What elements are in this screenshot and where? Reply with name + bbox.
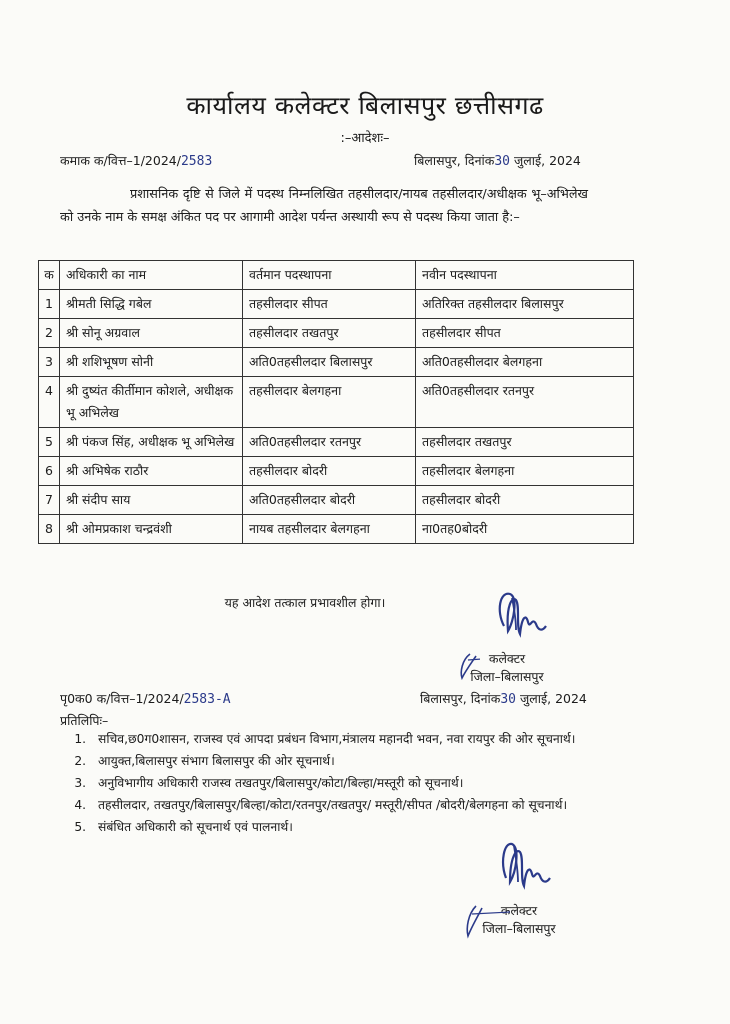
copy-list-item: 1. सचिव,छ0ग0शासन, राजस्व एवं आपदा प्रबंधन विभाग,मंत्रालय महानदी भवन, नवा रायपुर की ओर सूचनार्थ। [90, 728, 650, 750]
table-row [39, 319, 634, 348]
header-new: नवीन पदस्थापना [416, 261, 634, 290]
cell-new-posting: ना0तह0बोदरी [416, 515, 634, 544]
effect-text: यह आदेश तत्काल प्रभावशील होगा। [224, 595, 386, 610]
endorsement-place-date [420, 690, 587, 707]
cell-sno: 7 [39, 486, 60, 515]
signatory-2-designation: कलेक्टर [500, 903, 538, 918]
table-row [39, 515, 634, 544]
office-title: कार्यालय कलेक्टर बिलासपुर छत्तीसगढ [186, 91, 544, 120]
order-reference [60, 152, 212, 169]
order-place-date [414, 152, 581, 169]
cell-officer-name: श्री शशिभूषण सोनी [60, 348, 243, 377]
cell-officer-name: श्री दुष्यंत कीर्तीमान कोशले, अधीक्षक भू अभिलेख [60, 377, 243, 428]
endorsement-day: 30 [500, 692, 517, 707]
cell-new-posting: तहसीलदार बेलगहना [416, 457, 634, 486]
cell-sno: 1 [39, 290, 60, 319]
signatory-2-district: जिला–बिलासपुर [482, 921, 556, 936]
table-row [39, 457, 634, 486]
table-row [39, 428, 634, 457]
cell-officer-name: श्री सोनू अग्रवाल [60, 319, 243, 348]
cell-sno: 5 [39, 428, 60, 457]
cell-new-posting: अति0तहसीलदार रतनपुर [416, 377, 634, 428]
cell-current-posting: अति0तहसीलदार बिलासपुर [243, 348, 416, 377]
signatory-1-designation: कलेक्टर [488, 651, 526, 666]
order-heading: :–आदेशः– [340, 131, 390, 146]
order-ref-prefix: कमाक क/वित्त–1/2024/ [60, 153, 181, 168]
cell-sno: 4 [39, 377, 60, 428]
cell-sno: 2 [39, 319, 60, 348]
endorsement-ref-prefix: पृ0क0 क/वित्त–1/2024/ [60, 691, 184, 706]
signature-2-icon [492, 836, 562, 906]
signatory-1-district: जिला–बिलासपुर [470, 669, 544, 684]
posting-table [38, 260, 634, 544]
initial-mark-2-icon [462, 904, 512, 940]
endorsement-ref-number: 2583-A [183, 692, 231, 707]
endorsement-place-date-prefix: बिलासपुर, दिनांक [420, 691, 501, 706]
cell-officer-name: श्री पंकज सिंह, अधीक्षक भू अभिलेख [60, 428, 243, 457]
cell-officer-name: श्रीमती सिद्धि गबेल [60, 290, 243, 319]
cell-new-posting: तहसीलदार तखतपुर [416, 428, 634, 457]
table-row [39, 377, 634, 428]
cell-sno: 6 [39, 457, 60, 486]
table-header-row [39, 261, 634, 290]
cell-officer-name: श्री संदीप साय [60, 486, 243, 515]
table-row [39, 486, 634, 515]
cell-current-posting: तहसीलदार बोदरी [243, 457, 416, 486]
initial-mark-1-icon [456, 652, 480, 682]
endorsement-reference [60, 690, 231, 707]
intro-text: प्रशासनिक दृष्टि से जिले में पदस्थ निम्नलिखित तहसीलदार/नायब तहसीलदार/अधीक्षक भू–अभिलेख को उनके नाम के समक्ष अंकित पद पर आगामी आदेश पर्यन्त अस्थायी रूप से पदस्थ किया जाता है:– [60, 187, 588, 225]
copy-list-item: 4. तहसीलदार, तखतपुर/बिलासपुर/बिल्हा/कोटा/रतनपुर/तखतपुर/ मस्तूरी/सीपत /बोदरी/बेलगहना को सूचनार्थ। [90, 794, 650, 816]
header-sno: क [39, 261, 60, 290]
copy-list-item: 3. अनुविभागीय अधिकारी राजस्व तखतपुर/बिलासपुर/कोटा/बिल्हा/मस्तूरी को सूचनार्थ। [90, 772, 650, 794]
signature-1-icon [486, 586, 566, 656]
copy-heading: प्रतिलिपिः– [60, 713, 109, 728]
cell-current-posting: तहसीलदार तखतपुर [243, 319, 416, 348]
header-name: अधिकारी का नाम [60, 261, 243, 290]
cell-current-posting: अति0तहसीलदार बोदरी [243, 486, 416, 515]
effect-line [0, 594, 730, 611]
order-place-date-prefix: बिलासपुर, दिनांक [414, 153, 495, 168]
cell-current-posting: नायब तहसीलदार बेलगहना [243, 515, 416, 544]
cell-sno: 8 [39, 515, 60, 544]
cell-sno: 3 [39, 348, 60, 377]
cell-new-posting: तहसीलदार सीपत [416, 319, 634, 348]
cell-officer-name: श्री अभिषेक राठौर [60, 457, 243, 486]
table-row [39, 348, 634, 377]
cell-current-posting: तहसीलदार बेलगहना [243, 377, 416, 428]
copy-list [60, 728, 650, 838]
intro-paragraph [60, 183, 588, 229]
cell-current-posting: अति0तहसीलदार रतनपुर [243, 428, 416, 457]
cell-new-posting: अतिरिक्त तहसीलदार बिलासपुर [416, 290, 634, 319]
cell-new-posting: अति0तहसीलदार बेलगहना [416, 348, 634, 377]
copy-list-item: 5. संबंधित अधिकारी को सूचनार्थ एवं पालनार्थ। [90, 816, 650, 838]
order-ref-number: 2583 [180, 154, 213, 169]
cell-current-posting: तहसीलदार सीपत [243, 290, 416, 319]
table-row [39, 290, 634, 319]
endorsement-month-year: जुलाई, 2024 [520, 691, 587, 706]
copy-list-item: 2. आयुक्त,बिलासपुर संभाग बिलासपुर की ओर सूचनार्थ। [90, 750, 650, 772]
order-month-year: जुलाई, 2024 [514, 153, 581, 168]
cell-officer-name: श्री ओमप्रकाश चन्द्रवंशी [60, 515, 243, 544]
header-current: वर्तमान पदस्थापना [243, 261, 416, 290]
order-day: 30 [494, 154, 511, 169]
cell-new-posting: तहसीलदार बोदरी [416, 486, 634, 515]
